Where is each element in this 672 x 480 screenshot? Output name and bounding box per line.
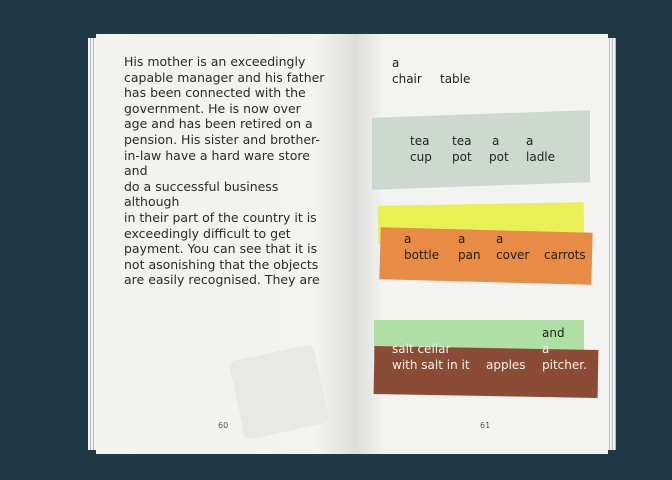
word-pot: pot — [452, 150, 472, 164]
word-a: a — [458, 232, 466, 246]
word-salt-cellar: salt cellar — [392, 342, 451, 356]
word-ladle: ladle — [526, 150, 556, 164]
word-apples: apples — [486, 358, 526, 372]
word-a: a — [492, 134, 500, 148]
word-bottle: bottle — [404, 248, 440, 262]
word-a: a — [404, 232, 412, 246]
right-page — [354, 34, 608, 454]
word-chair: chair — [392, 72, 422, 86]
page-number-left: 60 — [218, 421, 229, 430]
word-carrots: carrots — [544, 248, 586, 262]
word-tea: tea — [452, 134, 472, 148]
word-pan: pan — [458, 248, 481, 262]
page-number-right: 61 — [480, 421, 491, 430]
left-page — [96, 34, 354, 454]
word-a: a — [496, 232, 504, 246]
word-pitcher: pitcher. — [542, 358, 587, 372]
word-cover: cover — [496, 248, 530, 262]
ghost-paper-mark — [229, 344, 330, 440]
word-tea: tea — [410, 134, 430, 148]
grey-tape-band — [372, 110, 590, 190]
word-and: and — [542, 326, 565, 340]
word-a: a — [526, 134, 534, 148]
word-a: a — [542, 342, 550, 356]
open-book — [88, 34, 616, 454]
word-table: table — [440, 72, 471, 86]
word-with-salt: with salt in it — [392, 358, 470, 372]
word-a: a — [392, 56, 400, 70]
body-paragraph: His mother is an exceedingly capable manager and his father has been connected with the government. He is now over age and has been retired on a pension. His sister and brother- in-law have a hard ware store and do a successful business although in their part of the country it is exceedingly difficult to get payment. You can see that it is not asonishing that the objects are easily recognised. They are — [124, 54, 325, 288]
word-cup: cup — [410, 150, 432, 164]
word-pot: pot — [489, 150, 509, 164]
